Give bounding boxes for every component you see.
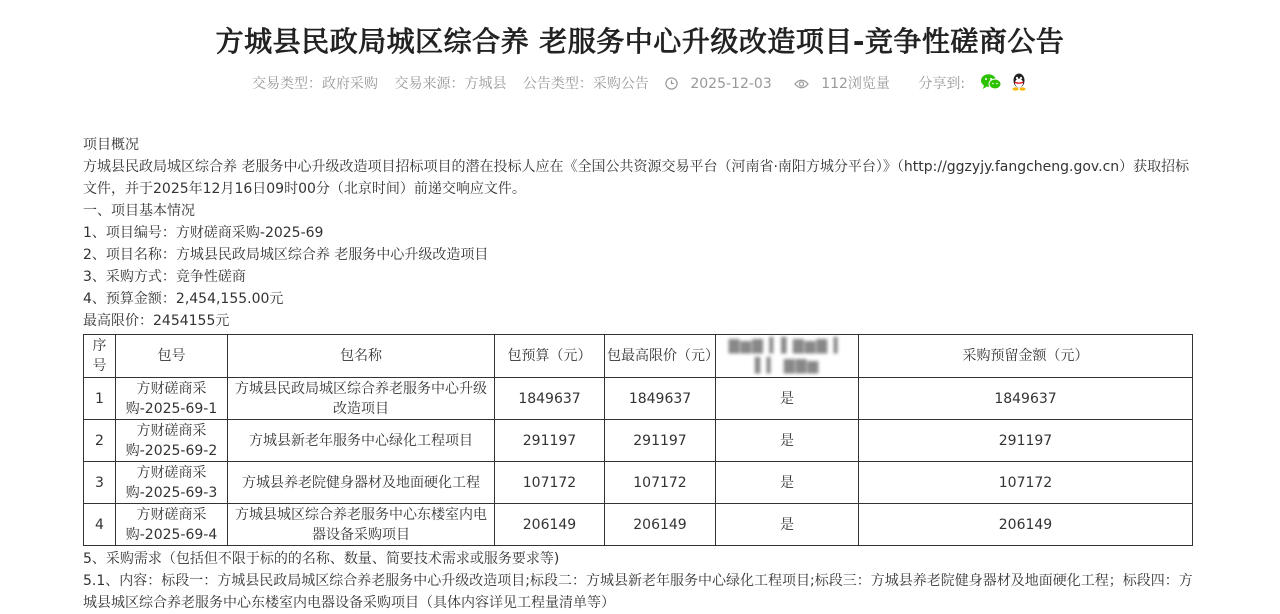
header-no: 序号 — [84, 335, 116, 378]
procurement-requirements: 5、采购需求（包括但不限于标的的名称、数量、简要技术需求或服务要求等) — [83, 551, 560, 567]
header-budget: 包预算（元） — [495, 335, 605, 378]
publish-date-wrap — [665, 76, 782, 92]
cell-pack: 方财磋商采购-2025-69-3 — [116, 462, 228, 504]
cell-flag: 是 — [716, 378, 859, 420]
overview-heading: 项目概况 — [83, 137, 139, 153]
cell-max: 107172 — [605, 462, 716, 504]
page-title: 方城县民政局城区综合养 老服务中心升级改造项目-竞争性磋商公告 — [215, 25, 1065, 58]
publish-date: 2025-12-03 — [690, 76, 772, 92]
cell-flag: 是 — [716, 420, 859, 462]
blurred-header-text: ▇▆▇ ▍▌▇▆▇ ▍ ▌▍ ▇▇▆ — [728, 338, 846, 374]
project-name: 2、项目名称：方城县民政局城区综合养 老服务中心升级改造项目 — [83, 247, 489, 263]
table-row — [84, 378, 1193, 420]
cell-pack: 方财磋商采购-2025-69-4 — [116, 504, 228, 546]
share-wrap — [912, 76, 1028, 92]
cell-reserve: 206149 — [859, 504, 1193, 546]
table-row — [84, 504, 1193, 546]
requirements-content: 5.1、内容：标段一：方城县民政局城区综合养老服务中心升级改造项目;标段二：方城县新老年服务中心绿化工程项目;标段三：方城县养老院健身器材及地面硬化工程；标段四：方城县城区综合养老服务中心东楼室内电器设备采购项目（具体内容详见工程量清单等） — [83, 573, 1193, 611]
cell-budget: 107172 — [495, 462, 605, 504]
wechat-icon[interactable] — [980, 73, 1002, 91]
cell-no: 4 — [84, 504, 116, 546]
section-basic-info: 一、项目基本情况 — [83, 203, 195, 219]
cell-budget: 206149 — [495, 504, 605, 546]
article-body — [83, 134, 1195, 614]
cell-flag: 是 — [716, 462, 859, 504]
budget-amount: 4、预算金额：2,454,155.00元 — [83, 291, 284, 307]
cell-name: 方城县养老院健身器材及地面硬化工程 — [228, 462, 495, 504]
cell-reserve: 1849637 — [859, 378, 1193, 420]
table-row — [84, 420, 1193, 462]
header-max: 包最高限价（元） — [605, 335, 716, 378]
clock-icon — [665, 77, 678, 90]
trade-type: 交易类型：政府采购 — [252, 76, 378, 92]
cell-pack: 方财磋商采购-2025-69-1 — [116, 378, 228, 420]
header-name: 包名称 — [228, 335, 495, 378]
views-wrap — [794, 76, 900, 92]
notice-type: 公告类型：采购公告 — [522, 76, 649, 92]
table-row — [84, 462, 1193, 504]
header-pack: 包号 — [116, 335, 228, 378]
header-blurred — [716, 335, 859, 378]
cell-reserve: 107172 — [859, 462, 1193, 504]
cell-max: 206149 — [605, 504, 716, 546]
cell-reserve: 291197 — [859, 420, 1193, 462]
cell-no: 3 — [84, 462, 116, 504]
table-header-row — [84, 335, 1193, 378]
cell-name: 方城县民政局城区综合养老服务中心升级改造项目 — [228, 378, 495, 420]
cell-budget: 1849637 — [495, 378, 605, 420]
cell-no: 2 — [84, 420, 116, 462]
cell-name: 方城县新老年服务中心绿化工程项目 — [228, 420, 495, 462]
cell-pack: 方财磋商采购-2025-69-2 — [116, 420, 228, 462]
package-table — [83, 334, 1193, 546]
eye-icon — [794, 78, 809, 90]
cell-name: 方城县城区综合养老服务中心东楼室内电器设备采购项目 — [228, 504, 495, 546]
cell-max: 291197 — [605, 420, 716, 462]
max-price: 最高限价：2454155元 — [83, 313, 230, 329]
header-reserve: 采购预留金额（元） — [859, 335, 1193, 378]
overview-text: 方城县民政局城区综合养 老服务中心升级改造项目招标项目的潜在投标人应在《全国公共资源交易平台（河南省·南阳方城分平台）》（http://ggzyjy.fangcheng.gov.cn）获取招标文件，并于2025年12月16日09时00分（北京时间）前递交响应文件。 — [83, 159, 1190, 197]
cell-max: 1849637 — [605, 378, 716, 420]
article-meta — [0, 72, 1280, 93]
project-number: 1、项目编号：方财磋商采购-2025-69 — [83, 225, 324, 241]
cell-budget: 291197 — [495, 420, 605, 462]
cell-no: 1 — [84, 378, 116, 420]
qq-icon[interactable] — [1010, 72, 1028, 91]
trade-source: 交易来源：方城县 — [394, 76, 507, 92]
view-count: 112浏览量 — [821, 76, 890, 92]
cell-flag: 是 — [716, 504, 859, 546]
procurement-method: 3、采购方式：竞争性磋商 — [83, 269, 246, 285]
share-label: 分享到: — [918, 76, 966, 92]
